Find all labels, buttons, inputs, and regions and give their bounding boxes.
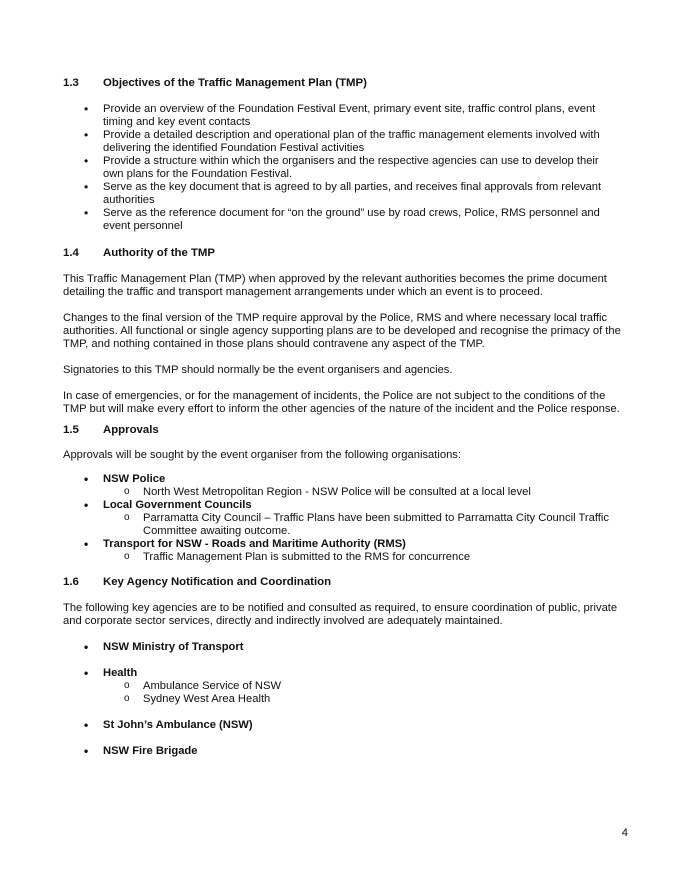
list-item: • Serve as the reference document for “on the ground” use by road crews, Police, RMS personnel and event personnel — [84, 207, 614, 233]
section-1-5-heading — [63, 424, 159, 437]
section-number: 1.5 — [63, 424, 79, 436]
approvals-list — [84, 473, 614, 564]
agency-label: Transport for NSW - Roads and Maritime Authority (RMS) — [103, 538, 406, 550]
paragraph: This Traffic Management Plan (TMP) when approved by the relevant authorities becomes the prime document detailing the traffic and transport management arrangements under which an event is to proceed. — [63, 273, 607, 298]
list-item: • Provide a detailed description and operational plan of the traffic management elements involved with delivering the identified Foundation Festival activities — [84, 129, 614, 155]
sub-list — [103, 486, 614, 499]
sub-list-item: o Traffic Management Plan is submitted to the RMS for concurrence — [124, 551, 614, 564]
sub-list-item: o Ambulance Service of NSW — [124, 680, 614, 693]
agencies-list-1 — [84, 641, 614, 654]
agencies-list-2 — [84, 667, 614, 706]
sub-list — [103, 512, 614, 538]
section-title: Objectives of the Traffic Management Plan (TMP) — [103, 77, 367, 89]
list-item: • St John’s Ambulance (NSW) — [84, 719, 614, 732]
section-title: Authority of the TMP — [103, 247, 215, 259]
section-number: 1.4 — [63, 247, 79, 259]
agencies-list-3 — [84, 719, 614, 732]
list-item — [84, 473, 614, 499]
paragraph: Approvals will be sought by the event organiser from the following organisations: — [63, 449, 461, 461]
section-title: Key Agency Notification and Coordination — [103, 576, 332, 588]
list-item — [84, 499, 614, 538]
list-item: • Provide an overview of the Foundation Festival Event, primary event site, traffic control plans, event timing and key event contacts — [84, 103, 614, 129]
list-item: • NSW Ministry of Transport — [84, 641, 614, 654]
paragraph: Signatories to this TMP should normally be the event organisers and agencies. — [63, 364, 453, 376]
agency-label: NSW Police — [103, 473, 166, 485]
list-item — [84, 667, 614, 706]
section-1-4-heading — [63, 247, 215, 260]
list-item — [84, 538, 614, 564]
list-item: • Serve as the key document that is agreed to by all parties, and receives final approvals from relevant authorities — [84, 181, 614, 207]
sub-list-item: o Parramatta City Council – Traffic Plans have been submitted to Parramatta City Council Traffic Committee awaiting outcome. — [124, 512, 614, 538]
sub-list — [103, 551, 614, 564]
section-title: Approvals — [103, 424, 159, 436]
section-1-6-heading — [63, 576, 331, 589]
agency-label: Local Government Councils — [103, 499, 252, 511]
sub-list — [103, 680, 614, 706]
paragraph: Changes to the final version of the TMP require approval by the Police, RMS and where necessary local traffic authorities. All functional or single agency supporting plans are to be developed and recognise the primacy of the TMP, and nothing contained in those plans should contravene any aspect of the TMP. — [63, 312, 621, 350]
sub-list-item: o Sydney West Area Health — [124, 693, 614, 706]
section-number: 1.3 — [63, 77, 79, 89]
section-1-3-heading — [63, 77, 367, 90]
agencies-list-4 — [84, 745, 614, 758]
paragraph: In case of emergencies, or for the management of incidents, the Police are not subject to the conditions of the TMP but will make every effort to inform the other agencies of the nature of the incident and the Police response. — [63, 390, 620, 415]
section-number: 1.6 — [63, 576, 79, 588]
list-item: • NSW Fire Brigade — [84, 745, 614, 758]
sub-list-item: o North West Metropolitan Region - NSW Police will be consulted at a local level — [124, 486, 614, 499]
page-number: 4 — [621, 827, 628, 839]
paragraph: The following key agencies are to be notified and consulted as required, to ensure coordination of public, private and corporate sector services, directly and indirectly involved are adequately maintained. — [63, 602, 618, 627]
agency-label: Health — [103, 667, 138, 679]
list-item: • Provide a structure within which the organisers and the respective agencies can use to develop their own plans for the Foundation Festival. — [84, 155, 614, 181]
objectives-list — [84, 103, 614, 233]
